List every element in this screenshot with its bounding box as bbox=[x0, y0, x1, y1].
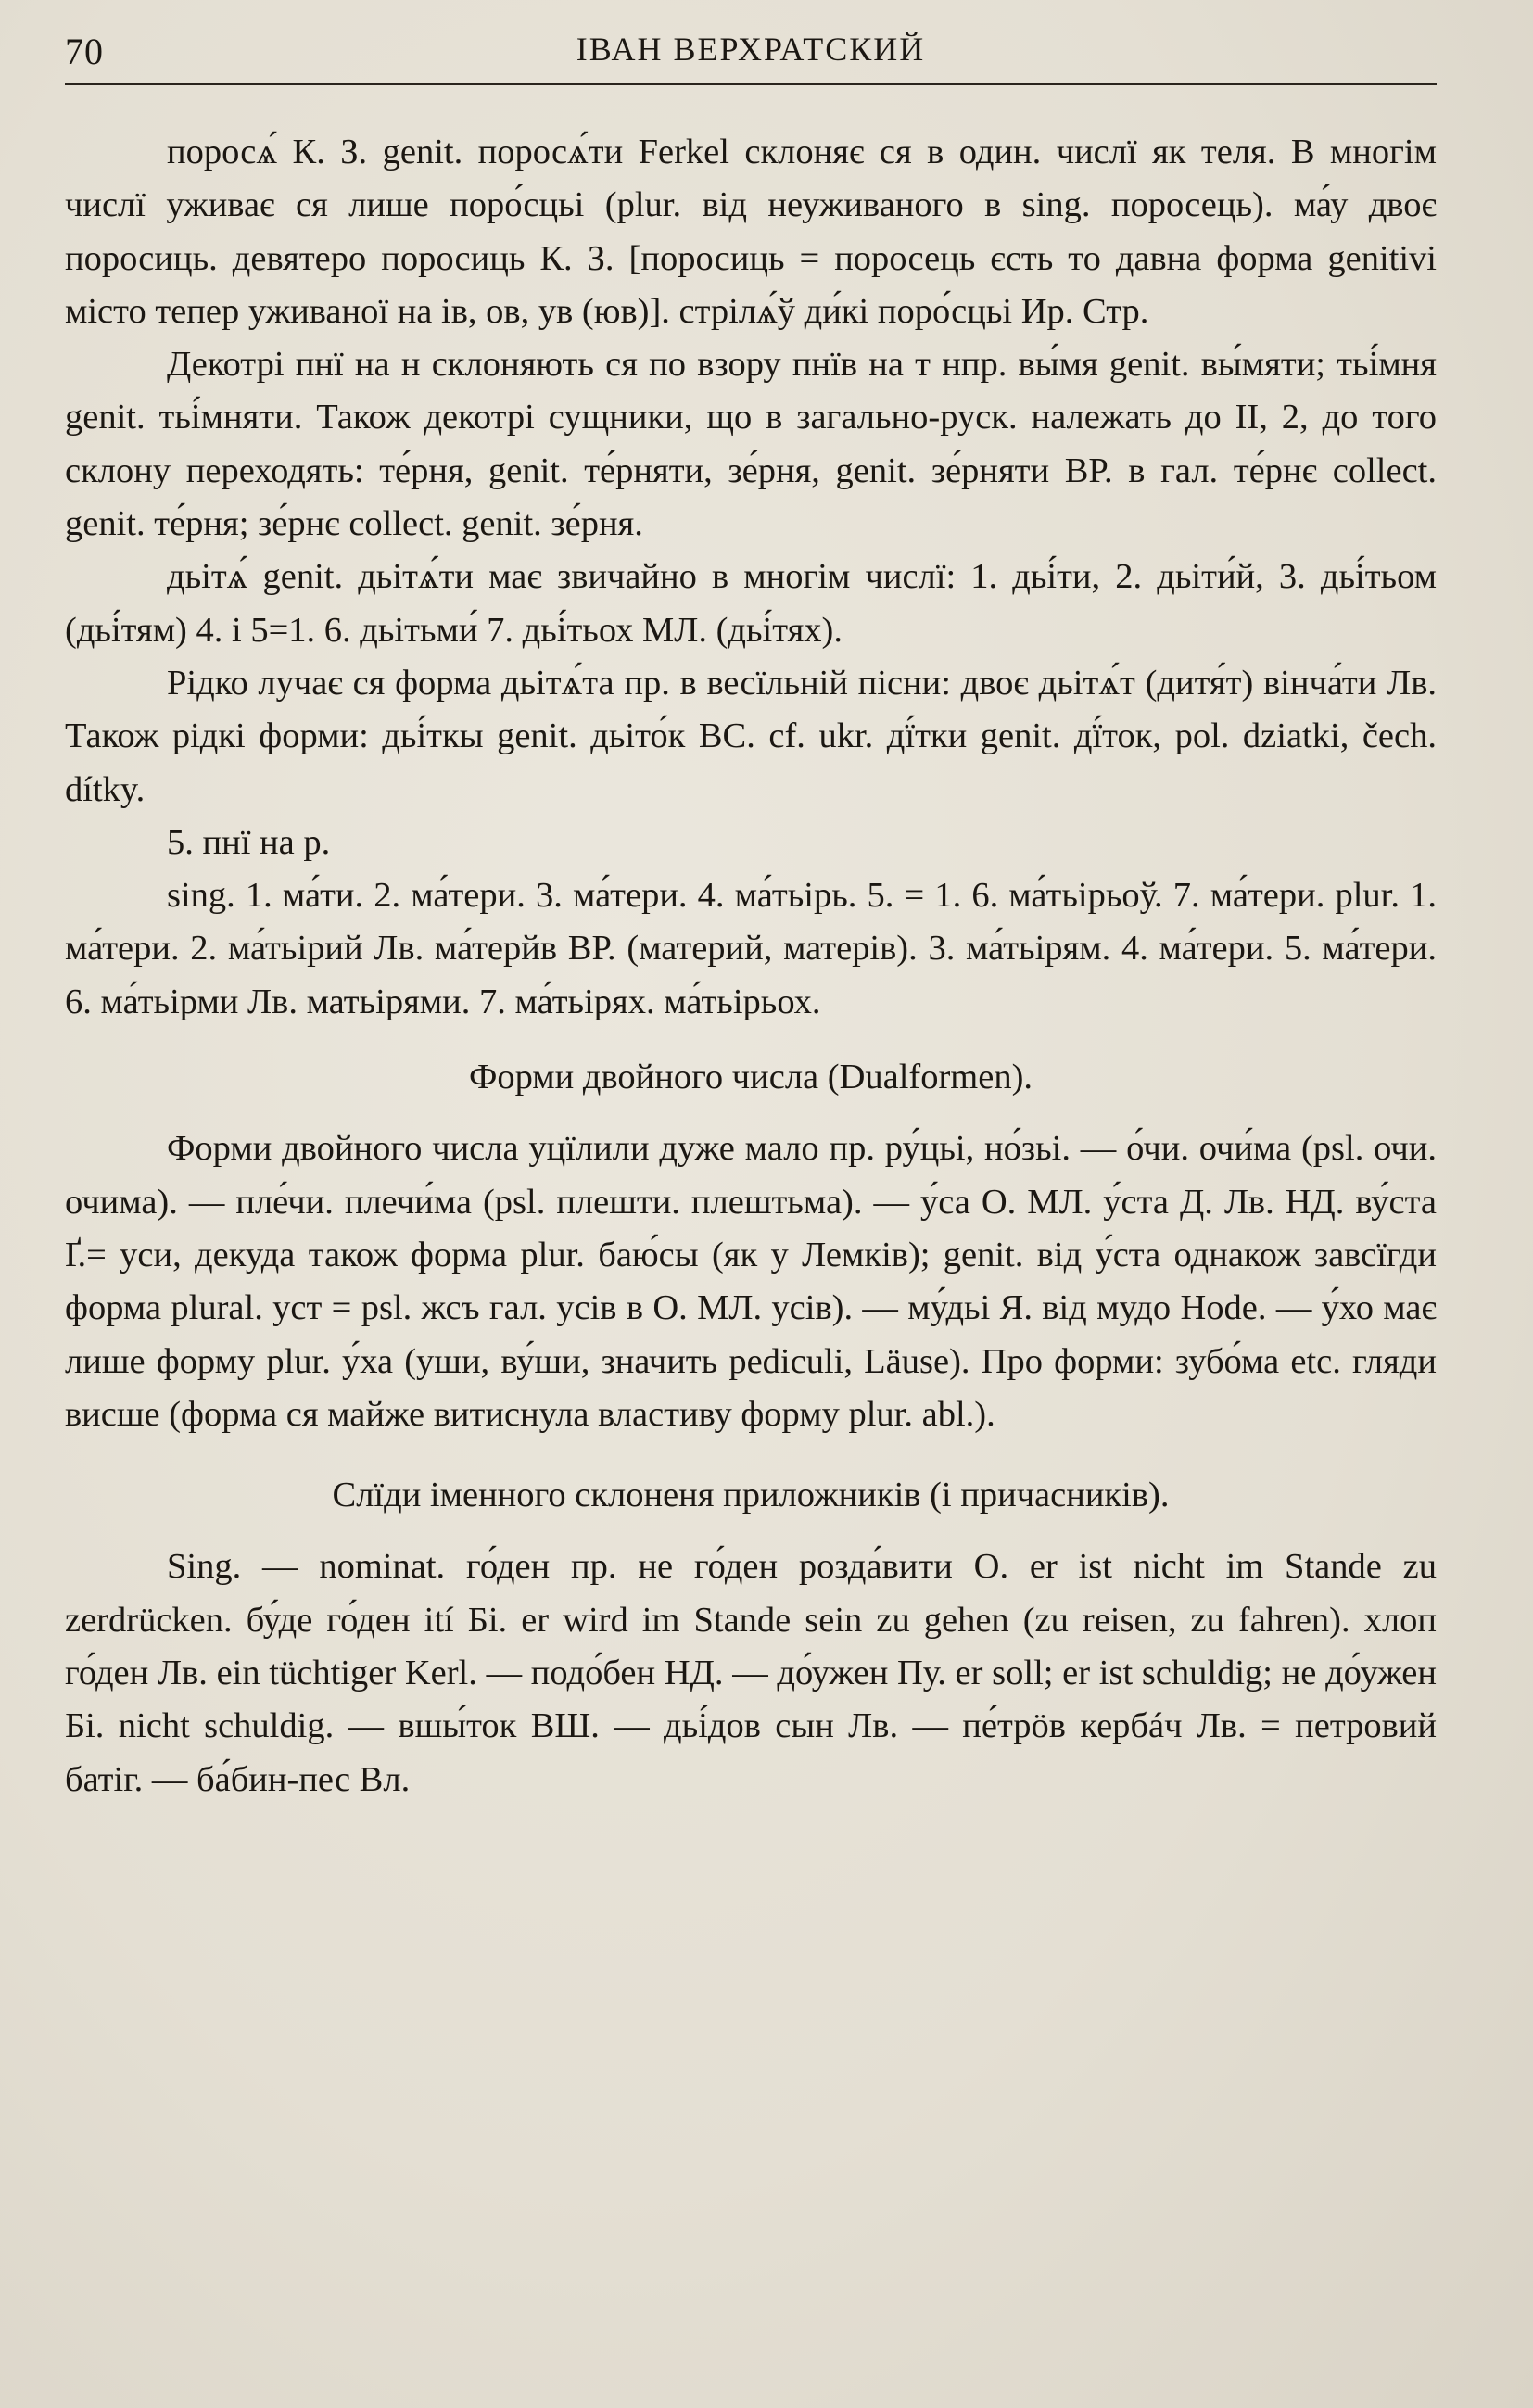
body-text bbox=[65, 126, 1437, 1806]
paragraph: дьітѧ́ genit. дьітѧ́ти має звичайно в многім числї: 1. дьі́ти, 2. дьіти́й, 3. дьі́тьом (дьі́тям) 4. і 5=1. 6. дьітьми́ 7. дьі́тьох МЛ. (дьі́тях). bbox=[65, 557, 1437, 650]
paragraph: Форми двойного числа уцїлили дуже мало пр. ру́цьі, но́зьі. — о́чи. очи́ма (psl. очи. очима). — пле́чи. плечи́ма (psl. плешти. плештьма). — у́са О. МЛ. у́ста Д. Лв. НД. ву́ста Ґ.= уси, декуда також форма plur. баю́сы (як у Лемків); genit. від у́ста однакож завсїгди форма plural. уст = psl. жсъ гал. усів в О. МЛ. усів). — му́дьі Я. від мудо Hode. — у́хо має лише форму plur. у́ха (уши, ву́ши, значить pediculi, Läuse). Про форми: зубо́ма etc. гляди висше (форма ся майже витиснула властиву форму plur. abl.). bbox=[65, 1129, 1437, 1434]
paragraph: sing. 1. ма́ти. 2. ма́тери. 3. ма́тери. 4. ма́тьірь. 5. = 1. 6. ма́тьірьоў. 7. ма́тери. plur. 1. ма́тери. 2. ма́тьірий Лв. ма́терйв ВР. (материй, матерів). 3. ма́тьірям. 4. ма́тери. 5. ма́тери. 6. ма́тьірми Лв. матьірями. 7. ма́тьірях. ма́тьірьох. bbox=[65, 876, 1437, 1021]
paragraph: Sing. — nominat. го́ден пр. не го́ден розда́вити О. er ist nicht im Stande zu zerdrücken. бу́де го́ден ití Бі. er wird im Stande sein zu gehen (zu reisen, zu fahren). хлоп го́ден Лв. ein tüchtiger Kerl. — подо́бен НД. — до́ужен Пу. er soll; er ist schuldig; не до́ужен Бі. nicht schuldig. — вшы́ток ВШ. — дьі́дов сын Лв. — пе́трöв кербáч Лв. = петровий батіг. — ба́бин-пес Вл. bbox=[65, 1547, 1437, 1799]
paragraph: поросѧ́ К. З. genit. поросѧ́ти Ferkel склоняє ся в один. числї як теля. В многім числї уживає ся лише поро́сцьі (plur. від неуживаного в sing. поросець). ма́у двоє поросиць. девятеро поросиць К. З. [поросиць = поросець єсть то давна форма genitivi місто тепер уживаної на ів, ов, ув (юв)]. стрілѧ́ў ди́кі поро́сцьі Ир. Стр. bbox=[65, 133, 1437, 331]
section-label: 5. пнї на р. bbox=[167, 822, 331, 862]
page-header bbox=[65, 26, 1437, 85]
section-heading: Форми двойного числа (Dualformen). bbox=[468, 1058, 1033, 1097]
running-head: ІВАН ВЕРХРАТСКИЙ bbox=[576, 31, 926, 68]
page-number: 70 bbox=[65, 31, 104, 72]
paragraph: Рідко лучає ся форма дьітѧ́та пр. в весїльній пісни: двоє дьітѧ́т (дитя́т) вінча́ти Лв. Також рідкі форми: дьі́ткы genit. дьіто́к ВС. cf. ukr. дї́тки genit. дї́ток, pol. dziatki, čech. dítky. bbox=[65, 663, 1437, 809]
paragraph: Декотрі пнї на н склоняють ся по взору пнїв на т нпр. вы́мя genit. вы́мяти; тьі́мня genit. тьі́мняти. Також декотрі сущники, що в загально-руск. належать до II, 2, до того склону переходять: те́рня, genit. те́рняти, зе́рня, genit. зе́рняти ВР. в гал. те́рнє collect. genit. те́рня; зе́рнє collect. genit. зе́рня. bbox=[65, 345, 1437, 544]
section-heading: Слїди іменного склоненя приложників (і причасників). bbox=[332, 1476, 1170, 1515]
